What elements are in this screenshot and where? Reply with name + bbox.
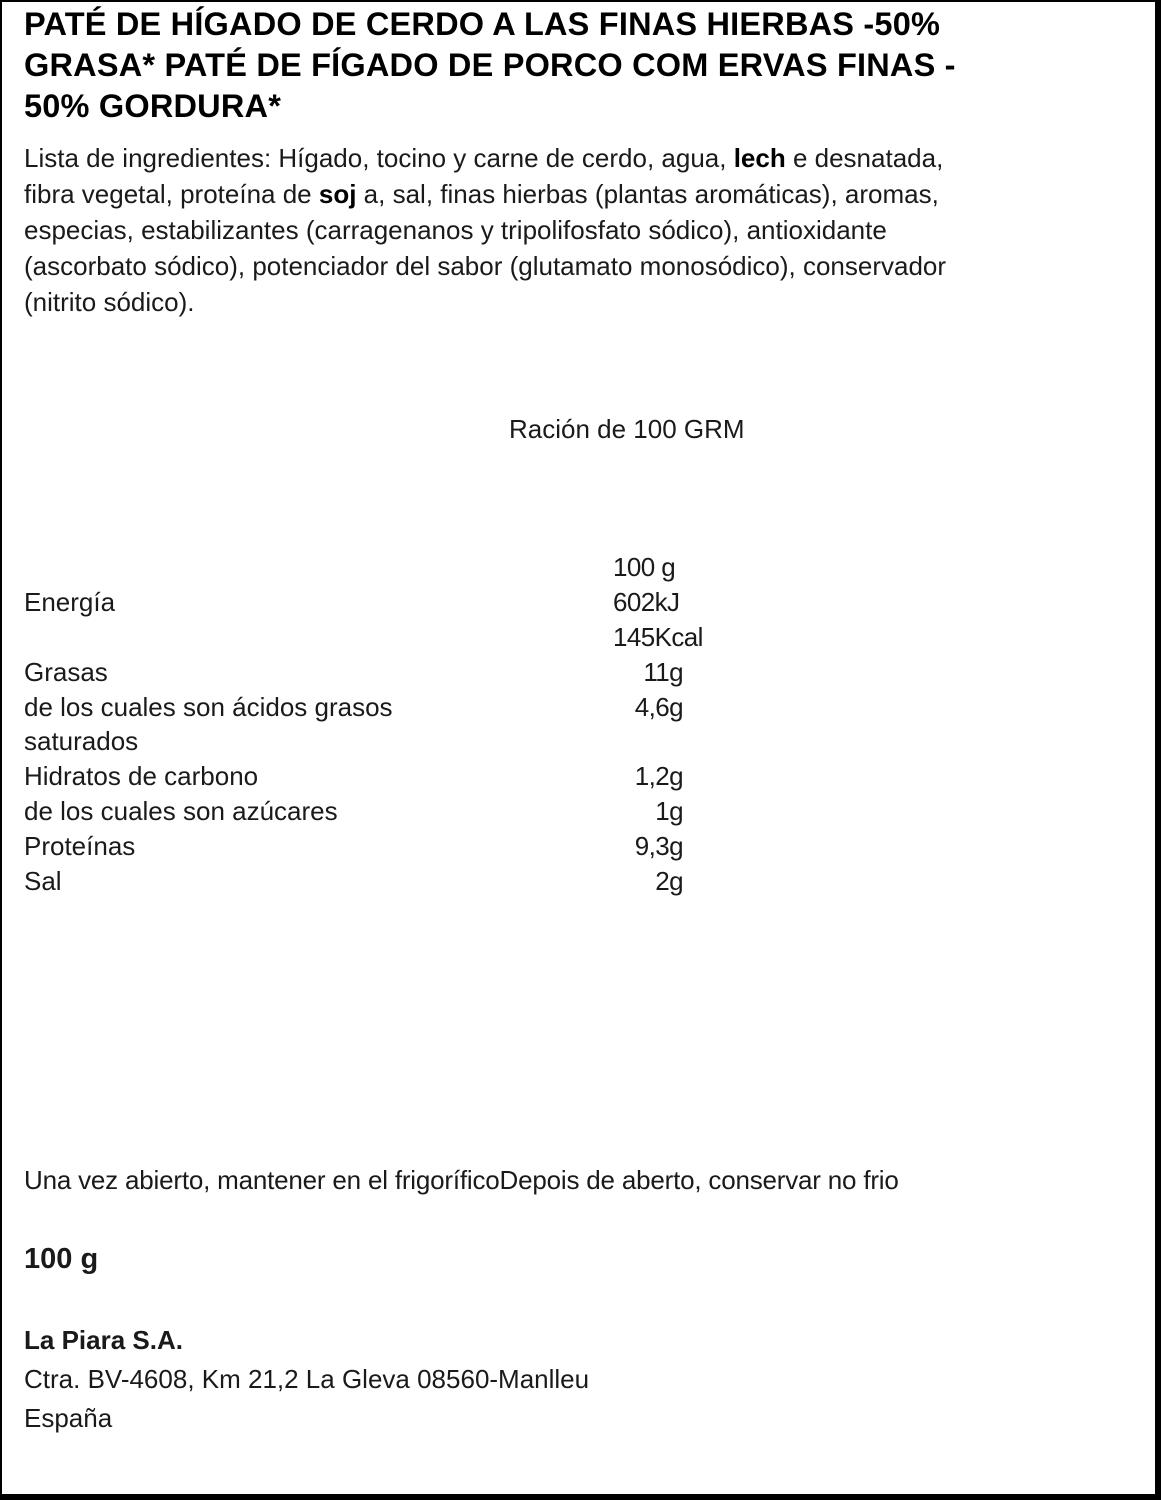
nutrition-label: de los cuales son ácidos grasos: [24, 692, 393, 722]
nutrition-label: Sal: [24, 866, 62, 896]
nutrition-column-header: 100 g: [613, 552, 676, 582]
nutrition-label: Proteínas: [24, 831, 136, 861]
product-title-line: 50% GORDURA*: [24, 88, 282, 124]
manufacturer-address: Ctra. BV-4608, Km 21,2 La Gleva 08560-Manlleu: [24, 1364, 590, 1394]
ingredients-text: especias, estabilizantes (carragenanos y tripolifosfato sódico), antioxidante: [24, 215, 887, 245]
product-label-page: [2, 2, 1155, 1494]
nutrition-value: 4,6g: [634, 692, 683, 722]
ingredients-line: [24, 140, 1144, 176]
ingredients-list: [24, 140, 1144, 320]
ingredients-text: a, sal, finas hierbas (plantas aromáticas), aromas,: [356, 179, 939, 209]
nutrition-value: 602kJ: [613, 587, 680, 617]
nutrition-label: de los cuales son azúcares: [24, 796, 338, 826]
nutrition-label: Grasas: [24, 657, 108, 687]
nutrition-label: Energía: [24, 587, 116, 617]
nutrition-value: 11g: [643, 657, 683, 687]
product-title: [24, 4, 1154, 127]
nutrition-value: 2g: [655, 866, 683, 896]
product-title-line: PATÉ DE HÍGADO DE CERDO A LAS FINAS HIERBAS -50%: [24, 6, 941, 42]
nutrition-label: Hidratos de carbono: [24, 761, 259, 791]
ingredients-text: (ascorbato sódico), potenciador del sabor (glutamato monosódico), conservador: [24, 251, 947, 281]
manufacturer-name: La Piara S.A.: [24, 1325, 183, 1355]
ingredients-text: fibra vegetal, proteína de: [24, 179, 319, 209]
product-title-line: GRASA* PATÉ DE FÍGADO DE PORCO COM ERVAS FINAS -: [24, 47, 956, 83]
serving-size-label: Ración de 100 GRM: [509, 414, 745, 444]
net-weight: 100 g: [24, 1243, 99, 1275]
allergen-soy: soj: [318, 179, 357, 209]
ingredients-text: (nitrito sódico).: [24, 287, 195, 317]
ingredients-line: [24, 248, 1144, 284]
allergen-milk: lech: [733, 143, 786, 173]
manufacturer-country: España: [24, 1403, 113, 1433]
ingredients-text: Lista de ingredientes: Hígado, tocino y carne de cerdo, agua,: [24, 143, 734, 173]
ingredients-line: [24, 284, 1144, 320]
nutrition-value: 9,3g: [634, 831, 683, 861]
storage-instructions: Una vez abierto, mantener en el frigoríficoDepois de aberto, conservar no frio: [24, 1165, 899, 1195]
ingredients-line: [24, 176, 1144, 212]
nutrition-label: saturados: [24, 726, 139, 756]
ingredients-text: e desnatada,: [785, 143, 944, 173]
nutrition-value: 1,2g: [634, 761, 683, 791]
nutrition-value: 145Kcal: [613, 622, 703, 652]
ingredients-line: [24, 212, 1144, 248]
nutrition-value: 1g: [655, 796, 683, 826]
